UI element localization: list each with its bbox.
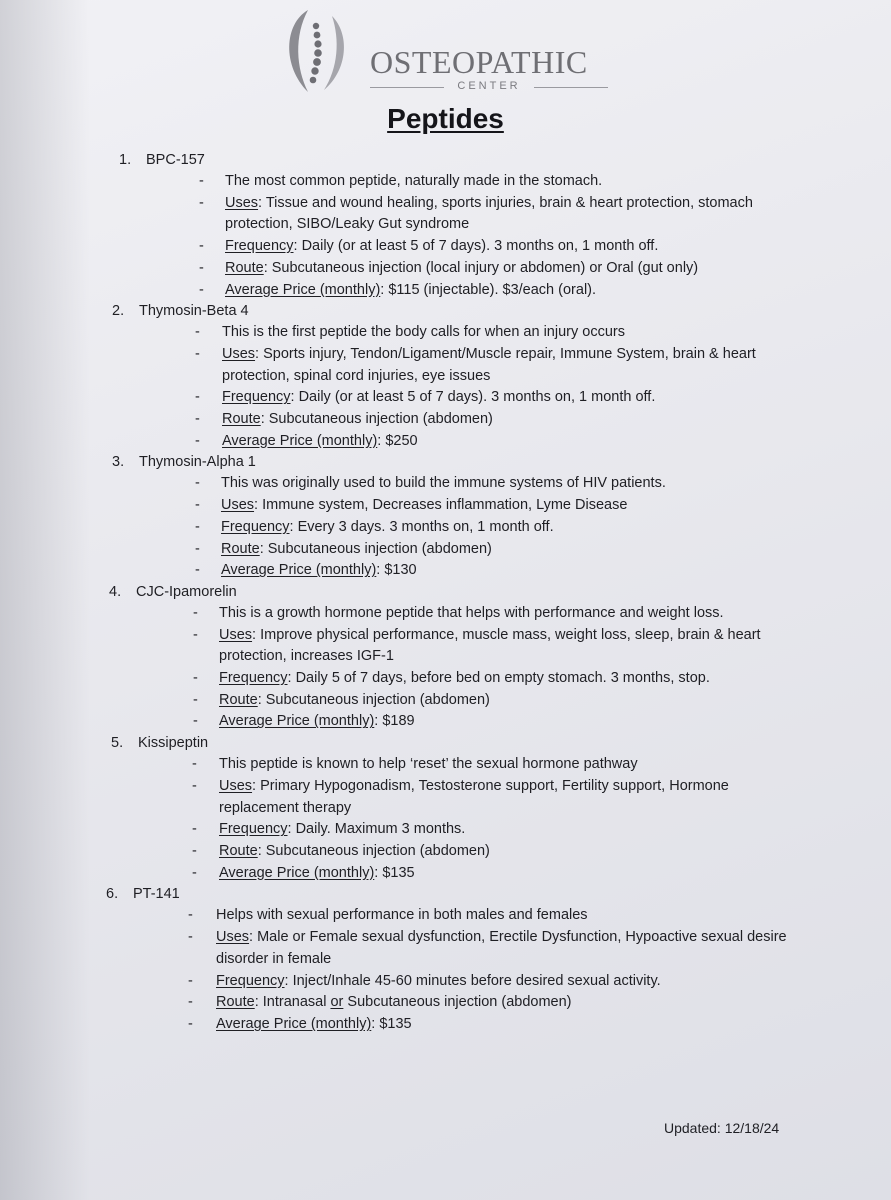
peptide-frequency-label: Frequency: [216, 972, 285, 989]
peptide-number: 4.: [109, 583, 122, 600]
peptide-name: CJC-Ipamorelin: [136, 583, 237, 600]
peptide-route: : Subcutaneous injection (abdomen): [257, 842, 490, 859]
bullet-dash: -: [188, 972, 193, 989]
bullet-dash: -: [188, 994, 193, 1011]
peptide-price-label: Average Price (monthly): [219, 713, 375, 730]
peptide-frequency-text: [188, 971, 790, 993]
peptide-item: [0, 301, 891, 452]
peptide-frequency-label: Frequency: [221, 518, 290, 535]
page-title: Peptides: [387, 103, 504, 134]
peptide-price-bullet: [192, 863, 790, 885]
peptide-description-bullet: [195, 322, 790, 344]
peptide-number: 2.: [112, 303, 125, 320]
bullet-dash: -: [195, 389, 200, 406]
bullet-dash: -: [192, 821, 197, 838]
peptide-route-bullet: [195, 539, 790, 561]
peptide-price: : $189: [374, 713, 415, 730]
spine-logo-icon: [278, 6, 358, 96]
peptide-name: BPC-157: [146, 152, 205, 168]
bullet-dash: -: [195, 562, 200, 579]
peptide-uses-bullet: [192, 776, 790, 819]
peptide-uses-label: Uses: [219, 626, 253, 643]
peptide-description-text: [193, 603, 790, 625]
peptide-heading: [0, 452, 891, 473]
peptide-uses: : Sports injury, Tendon/Ligament/Muscle repair, Immune System, brain & heart protection, spinal cord injuries, eye issues: [222, 345, 756, 384]
peptide-route: : Subcutaneous injection (abdomen): [260, 411, 493, 428]
updated-date: Updated: 12/18/24: [664, 1120, 780, 1136]
bullet-dash: -: [195, 324, 200, 341]
peptide-description-bullet: [199, 171, 790, 193]
peptide-route-bullet: [192, 841, 790, 863]
peptide-price: : $115 (injectable). $3/each (oral).: [380, 281, 597, 298]
peptide-route-or: or: [330, 994, 344, 1011]
peptide-uses: : Primary Hypogonadism, Testosterone support, Fertility support, Hormone replacement therapy: [219, 777, 729, 816]
peptide-price: : $135: [374, 864, 415, 881]
bullet-dash: -: [199, 281, 204, 298]
peptide-frequency-label: Frequency: [225, 238, 294, 255]
peptide-uses: : Tissue and wound healing, sports injuries, brain & heart protection, stomach protection, SIBO/Leaky Gut syndrome: [225, 194, 753, 233]
peptide-description-text: [199, 171, 790, 193]
peptide-uses-text: [199, 193, 790, 236]
peptide-frequency: : Every 3 days. 3 months on, 1 month off.: [289, 518, 554, 535]
peptide-item: [0, 884, 891, 1035]
peptide-frequency: : Daily (or at least 5 of 7 days). 3 months on, 1 month off.: [293, 238, 659, 255]
peptide-description-bullet: [192, 754, 790, 776]
peptide-description-text: [195, 322, 790, 344]
peptide-frequency: : Inject/Inhale 45-60 minutes before desired sexual activity.: [284, 972, 661, 989]
peptide-price-bullet: [195, 431, 790, 453]
peptide-route-text: [193, 690, 790, 712]
logo-subtitle: CENTER: [370, 80, 608, 92]
peptide-frequency-label: Frequency: [222, 389, 291, 406]
peptide-number: 1.: [119, 152, 132, 168]
bullet-dash: -: [192, 756, 197, 773]
peptide-route-post: Subcutaneous injection (abdomen): [343, 994, 572, 1011]
peptide-frequency-label: Frequency: [219, 821, 288, 838]
peptide-heading: [0, 733, 891, 754]
peptide-route: : Subcutaneous injection (abdomen): [257, 691, 490, 708]
peptide-description-text: [195, 473, 790, 495]
peptide-price: : $130: [376, 562, 417, 579]
bullet-dash: -: [199, 194, 204, 211]
peptide-price-label: Average Price (monthly): [225, 281, 381, 298]
peptide-uses-text: [193, 625, 790, 668]
bullet-dash: -: [193, 626, 198, 643]
bullet-dash: -: [193, 691, 198, 708]
peptide-name: PT-141: [133, 886, 180, 903]
bullet-dash: -: [199, 259, 204, 276]
peptide-list: [0, 150, 891, 1036]
peptide-route-bullet: [188, 992, 790, 1014]
peptide-description: This peptide is known to help ‘reset’ the sexual hormone pathway: [219, 756, 638, 773]
peptide-heading: [0, 301, 891, 322]
peptide-uses-label: Uses: [216, 929, 250, 946]
peptide-price-text: [193, 711, 790, 733]
peptide-item: [0, 452, 891, 582]
peptide-description: The most common peptide, naturally made in the stomach.: [225, 173, 603, 189]
peptide-price: : $135: [371, 1015, 412, 1032]
bullet-dash: -: [188, 1015, 193, 1032]
peptide-route-text: [195, 539, 790, 561]
peptide-price-bullet: [199, 280, 790, 302]
peptide-uses: : Immune system, Decreases inflammation, Lyme Disease: [254, 497, 628, 514]
peptide-route-bullet: [195, 409, 790, 431]
peptide-price-bullet: [195, 560, 790, 582]
peptide-price-label: Average Price (monthly): [222, 432, 378, 449]
peptide-route-pre: : Intranasal: [254, 994, 331, 1011]
peptide-frequency-bullet: [195, 387, 790, 409]
peptide-route: : Subcutaneous injection (abdomen): [259, 540, 492, 557]
peptide-price-text: [192, 863, 790, 885]
bullet-dash: -: [199, 238, 204, 255]
peptide-price-label: Average Price (monthly): [216, 1015, 372, 1032]
peptide-route-text: [192, 841, 790, 863]
peptide-description: Helps with sexual performance in both males and females: [216, 907, 588, 924]
peptide-frequency-text: [192, 819, 790, 841]
clinic-logo: [278, 6, 608, 98]
peptide-frequency-bullet: [195, 517, 790, 539]
peptide-name: Thymosin-Alpha 1: [139, 454, 256, 471]
bullet-dash: -: [199, 173, 204, 189]
peptide-uses-bullet: [195, 344, 790, 387]
peptide-uses-text: [188, 927, 790, 970]
peptide-description: This is a growth hormone peptide that helps with performance and weight loss.: [219, 604, 724, 621]
peptide-frequency-text: [193, 668, 790, 690]
peptide-uses-label: Uses: [221, 497, 255, 514]
peptide-frequency: : Daily. Maximum 3 months.: [287, 821, 466, 838]
peptide-description-bullet: [188, 905, 790, 927]
peptide-price-text: [195, 560, 790, 582]
peptide-route-text: [199, 258, 790, 280]
peptide-route-text: [195, 409, 790, 431]
peptide-uses-label: Uses: [219, 777, 253, 794]
peptide-route-text: [188, 992, 790, 1014]
bullet-dash: -: [192, 842, 197, 859]
peptide-route-label: Route: [221, 540, 260, 557]
peptide-description-bullet: [195, 473, 790, 495]
peptide-uses-text: [192, 776, 790, 819]
peptide-frequency: : Daily 5 of 7 days, before bed on empty stomach. 3 months, stop.: [287, 670, 710, 687]
peptide-number: 6.: [106, 886, 119, 903]
peptide-price-bullet: [188, 1014, 790, 1036]
peptide-route-label: Route: [219, 842, 258, 859]
peptide-heading: [0, 150, 891, 171]
peptide-description-text: [192, 754, 790, 776]
peptide-frequency-label: Frequency: [219, 670, 288, 687]
bullet-dash: -: [192, 864, 197, 881]
bullet-dash: -: [193, 670, 198, 687]
peptide-item: [0, 150, 891, 301]
peptide-heading: [0, 582, 891, 603]
peptide-name: Thymosin-Beta 4: [139, 303, 249, 320]
bullet-dash: -: [188, 907, 193, 924]
bullet-dash: -: [195, 518, 200, 535]
peptide-name: Kissipeptin: [138, 735, 209, 752]
peptide-frequency-bullet: [193, 668, 790, 690]
peptide-route-bullet: [193, 690, 790, 712]
peptide-frequency-text: [195, 387, 790, 409]
peptide-route-label: Route: [222, 411, 261, 428]
peptide-price-text: [195, 431, 790, 453]
peptide-frequency: : Daily (or at least 5 of 7 days). 3 months on, 1 month off.: [290, 389, 656, 406]
bullet-dash: -: [195, 345, 200, 362]
peptide-uses-label: Uses: [222, 345, 256, 362]
peptide-price-text: [188, 1014, 790, 1036]
peptide-number: 5.: [111, 735, 124, 752]
peptide-item: [0, 733, 891, 884]
peptide-frequency-bullet: [188, 971, 790, 993]
peptide-frequency-bullet: [199, 236, 790, 258]
peptide-price-label: Average Price (monthly): [221, 562, 377, 579]
peptide-uses-bullet: [199, 193, 790, 236]
peptide-price: : $250: [377, 432, 418, 449]
peptide-uses-text: [195, 495, 790, 517]
peptide-uses-bullet: [188, 927, 790, 970]
bullet-dash: -: [188, 929, 193, 946]
peptide-uses-bullet: [195, 495, 790, 517]
peptide-price-bullet: [193, 711, 790, 733]
bullet-dash: -: [195, 411, 200, 428]
peptide-description: This is the first peptide the body calls for when an injury occurs: [222, 324, 625, 341]
peptide-description: This was originally used to build the immune systems of HIV patients.: [221, 475, 666, 492]
peptide-uses-text: [195, 344, 790, 387]
bullet-dash: -: [192, 777, 197, 794]
logo-name: OSTEOPATHIC: [370, 44, 588, 80]
peptide-frequency-bullet: [192, 819, 790, 841]
peptide-route-bullet: [199, 258, 790, 280]
bullet-dash: -: [193, 713, 198, 730]
peptide-route-label: Route: [219, 691, 258, 708]
peptide-frequency-text: [199, 236, 790, 258]
peptide-frequency-text: [195, 517, 790, 539]
peptide-number: 3.: [112, 454, 125, 471]
peptide-uses-bullet: [193, 625, 790, 668]
bullet-dash: -: [195, 432, 200, 449]
peptide-route-label: Route: [216, 994, 255, 1011]
peptide-uses: : Improve physical performance, muscle mass, weight loss, sleep, brain & heart protection, increases IGF-1: [219, 626, 761, 665]
peptide-uses: : Male or Female sexual dysfunction, Erectile Dysfunction, Hypoactive sexual desire disorder in female: [216, 929, 787, 967]
peptide-heading: [0, 884, 891, 905]
peptide-route: : Subcutaneous injection (local injury or abdomen) or Oral (gut only): [263, 259, 699, 276]
peptide-item: [0, 582, 891, 733]
bullet-dash: -: [195, 497, 200, 514]
peptide-description-text: [188, 905, 790, 927]
peptide-price-label: Average Price (monthly): [219, 864, 375, 881]
peptide-price-text: [199, 280, 790, 302]
peptide-description-bullet: [193, 603, 790, 625]
peptide-route-label: Route: [225, 259, 264, 276]
peptide-uses-label: Uses: [225, 194, 259, 211]
bullet-dash: -: [195, 475, 200, 492]
bullet-dash: -: [195, 540, 200, 557]
bullet-dash: -: [193, 604, 198, 621]
